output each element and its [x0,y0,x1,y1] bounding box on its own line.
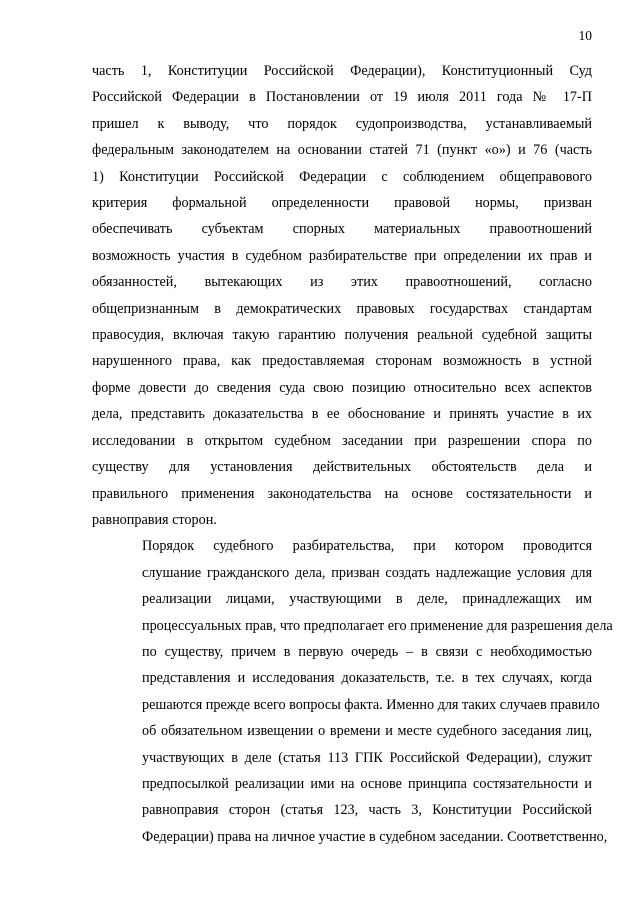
text-line: слушание гражданского дела, призван создать надлежащие условия для [142,564,592,581]
page-number: 10 [578,28,592,43]
text-line: пришел к выводу, что порядок судопроизводства, устанавливаемый [92,115,592,132]
text-line: дела, представить доказательства в ее обоснование и принять участие в их [92,406,592,423]
text-line: федеральным законодателем на основании статей 71 (пункт «о») и 76 (часть [92,142,592,159]
text-line: обязанностей, вытекающих из этих правоотношений, согласно [92,274,592,291]
text-line: правосудия, включая такую гарантию получения реальной судебной защиты [92,327,592,344]
text-line: часть 1, Конституции Российской Федерации), Конституционный Суд [92,63,592,79]
text-line: процессуальных прав, что предполагает его применение для разрешения дела [142,617,613,634]
text-line: предпосылкой реализации ими на основе принципа состязательности и [142,775,592,792]
text-line: существу для установления действительных обстоятельств дела и [92,459,592,476]
paragraph [92,533,613,850]
text-line: Порядок судебного разбирательства, при котором проводится [142,538,592,555]
paragraph [92,58,592,533]
text-line: правильного применения законодательства на основе состязательности и [92,485,592,502]
text-line: Федерации) права на личное участие в судебном заседании. Соответственно, [142,828,608,845]
text-line: нарушенного права, как предоставляемая сторонам возможность в устной [92,353,592,370]
text-line: реализации лицами, участвующими в деле, принадлежащих им [142,591,592,608]
text-line: 1) Конституции Российской Федерации с соблюдением общеправового [92,168,592,185]
text-line: по существу, причем в первую очередь – в связи с необходимостью [142,643,592,660]
text-line: участвующих в деле (статья 113 ГПК Российской Федерации), служит [142,749,592,766]
text-line: общепризнанным в демократических правовых государствах стандартам [92,300,592,317]
text-line: критерия формальной определенности правовой нормы, призван [92,195,592,212]
text-line: об обязательном извещении о времени и месте судебного заседания лиц, [142,723,592,740]
text-line: обеспечивать субъектам спорных материальных правоотношений [92,221,592,238]
text-line: Российской Федерации в Постановлении от 19 июля 2011 года № 17-П [92,89,592,106]
text-line: исследовании в открытом судебном заседании при разрешении спора по [92,432,592,449]
document-body [92,58,613,850]
text-line: возможность участия в судебном разбирательстве при определении их прав и [92,247,592,264]
text-line: форме довести до сведения суда свою позицию относительно всех аспектов [92,379,592,396]
text-line: представления и исследования доказательств, т.е. в тех случаях, когда [142,670,592,687]
text-line: решаются прежде всего вопросы факта. Именно для таких случаев правило [142,696,600,713]
text-line: равноправия сторон. [92,511,217,528]
text-line: равноправия сторон (статья 123, часть 3, Конституции Российской [142,802,592,819]
